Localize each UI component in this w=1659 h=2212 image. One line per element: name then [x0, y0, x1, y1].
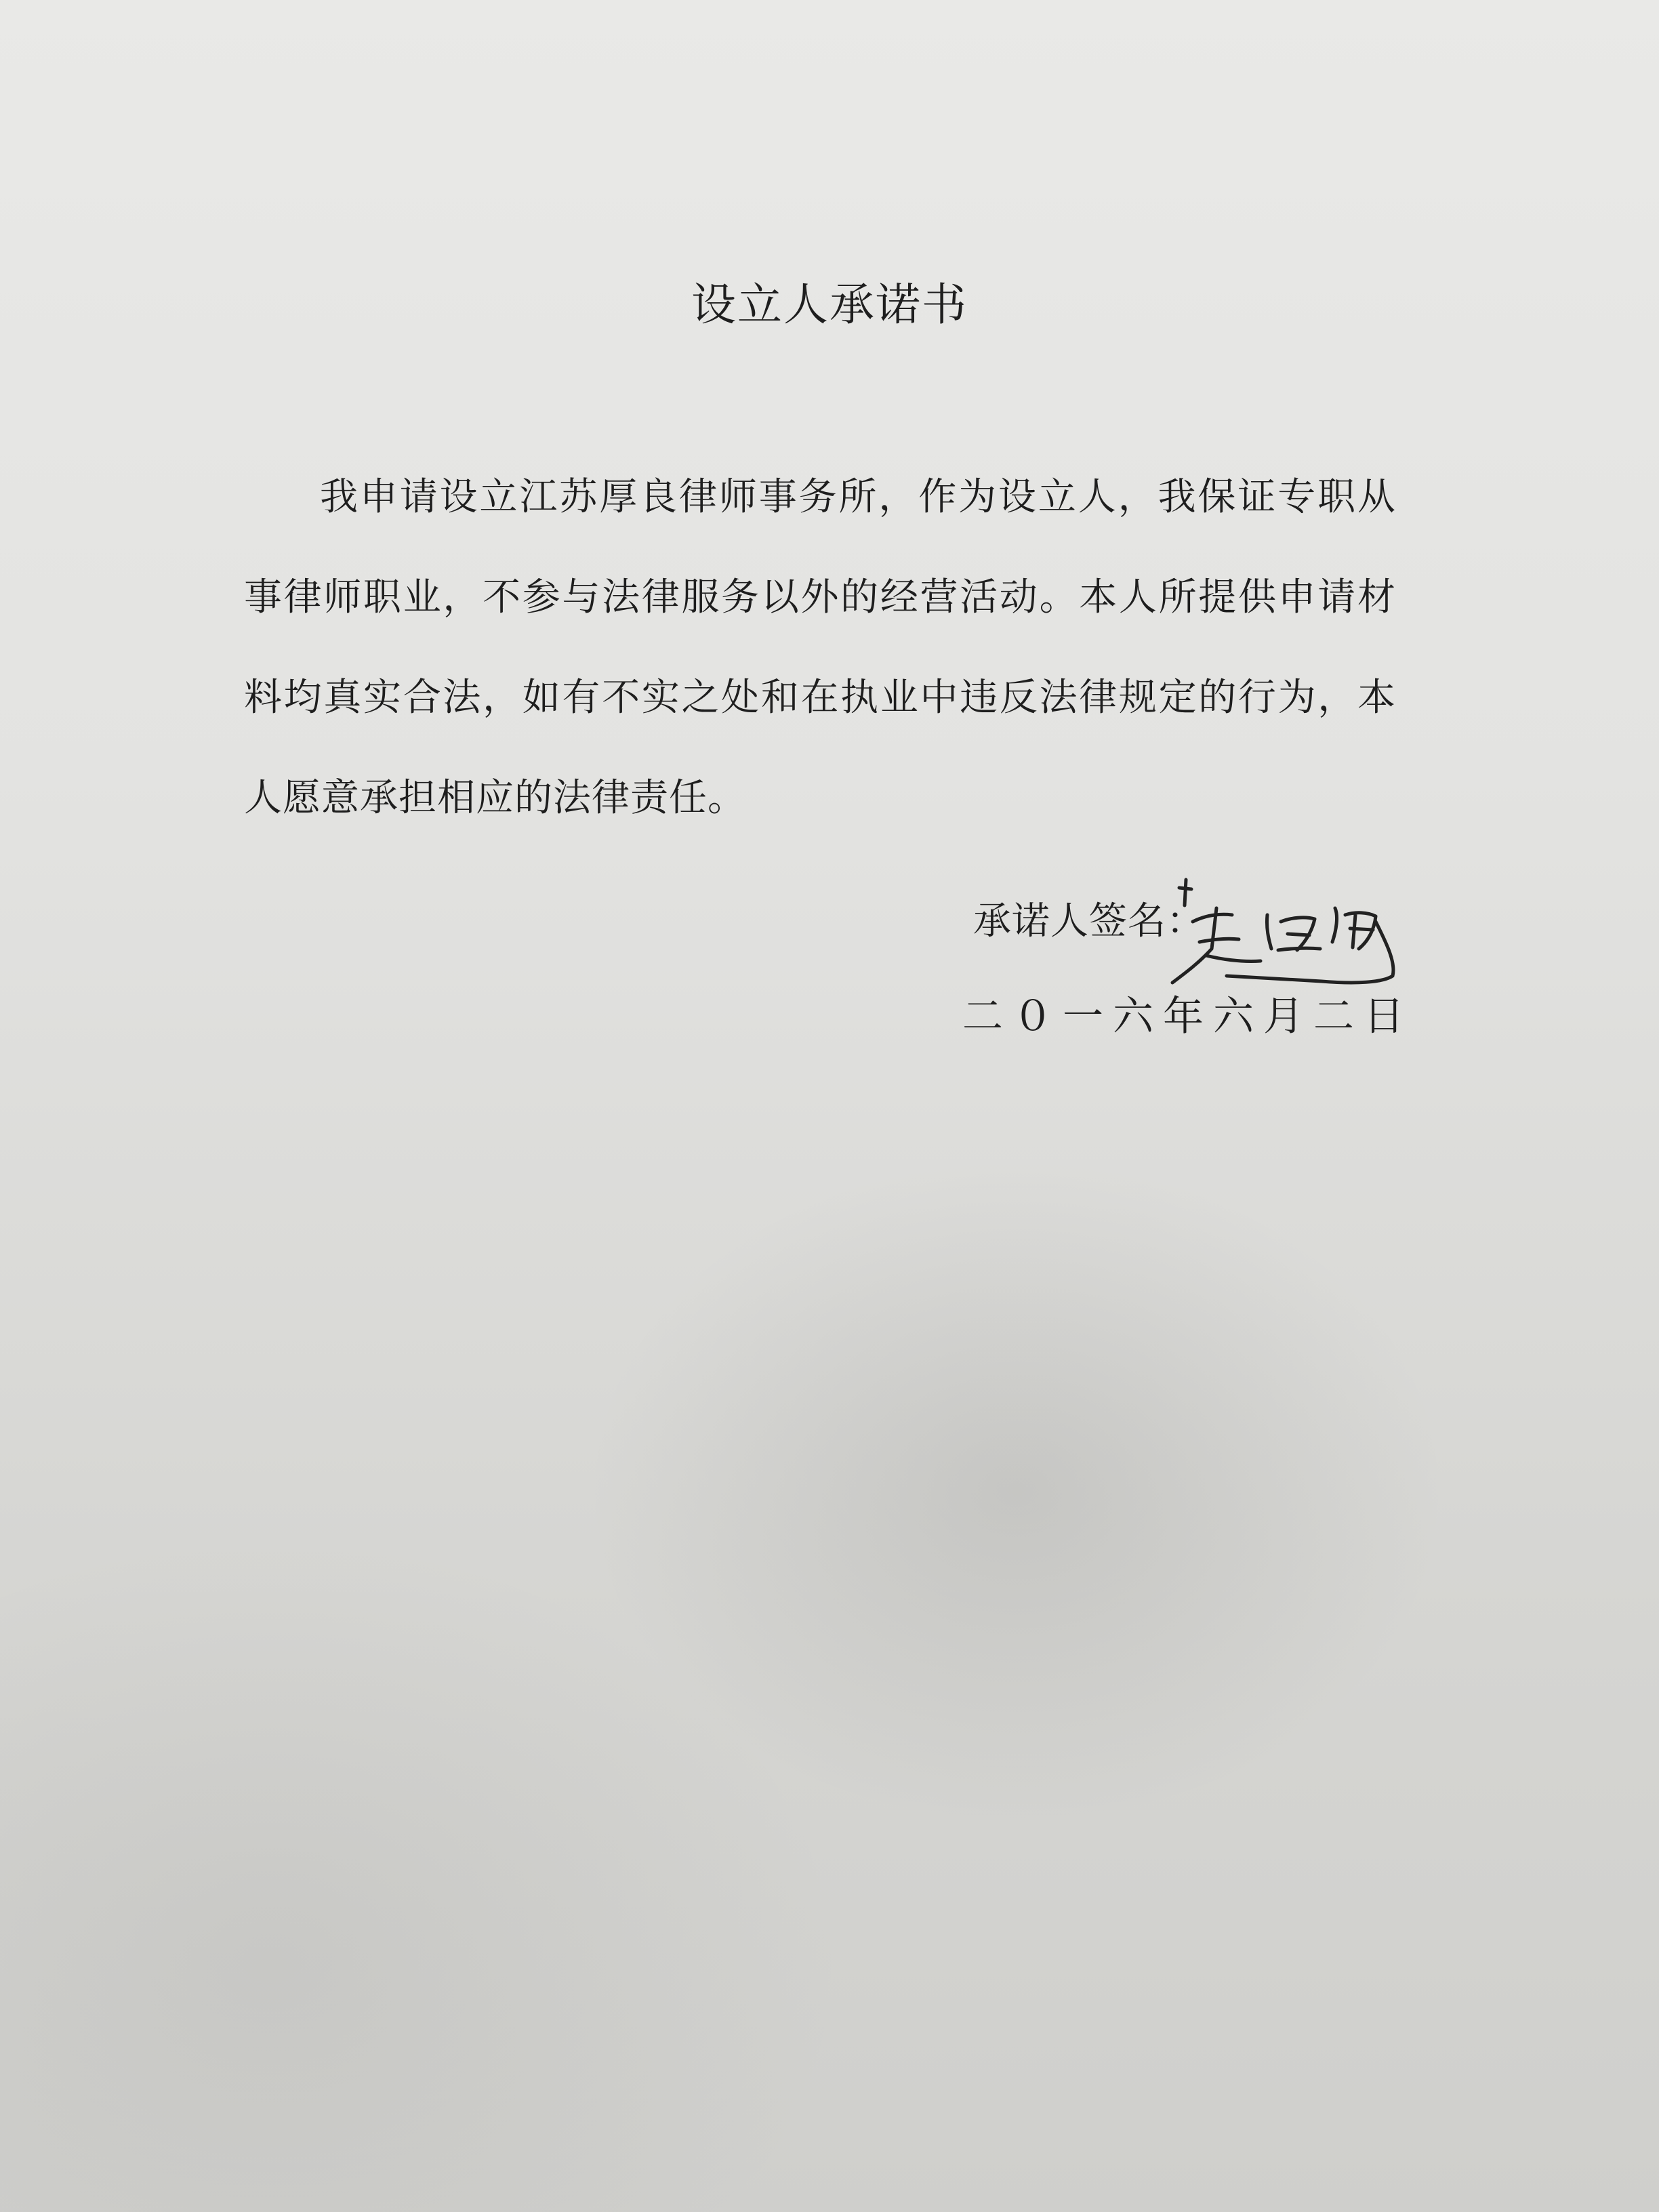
document-title: 设立人承诺书 [691, 279, 968, 331]
signature-block [881, 874, 1423, 996]
document-date: 二０一六年六月二日 [962, 993, 1414, 1040]
commitment-body-text: 我申请设立江苏厚良律师事务所，作为设立人，我保证专职从事律师职业，不参与法律服务以外的经营活动。本人所提供申请材料均真实合法，如有不实之处和在执业中违反法律规定的行为，本人愿意承担相应的法律责任。 [244, 475, 1396, 820]
handwritten-signature [1152, 874, 1423, 996]
signature-label: 承诺人签名： [973, 899, 1205, 943]
